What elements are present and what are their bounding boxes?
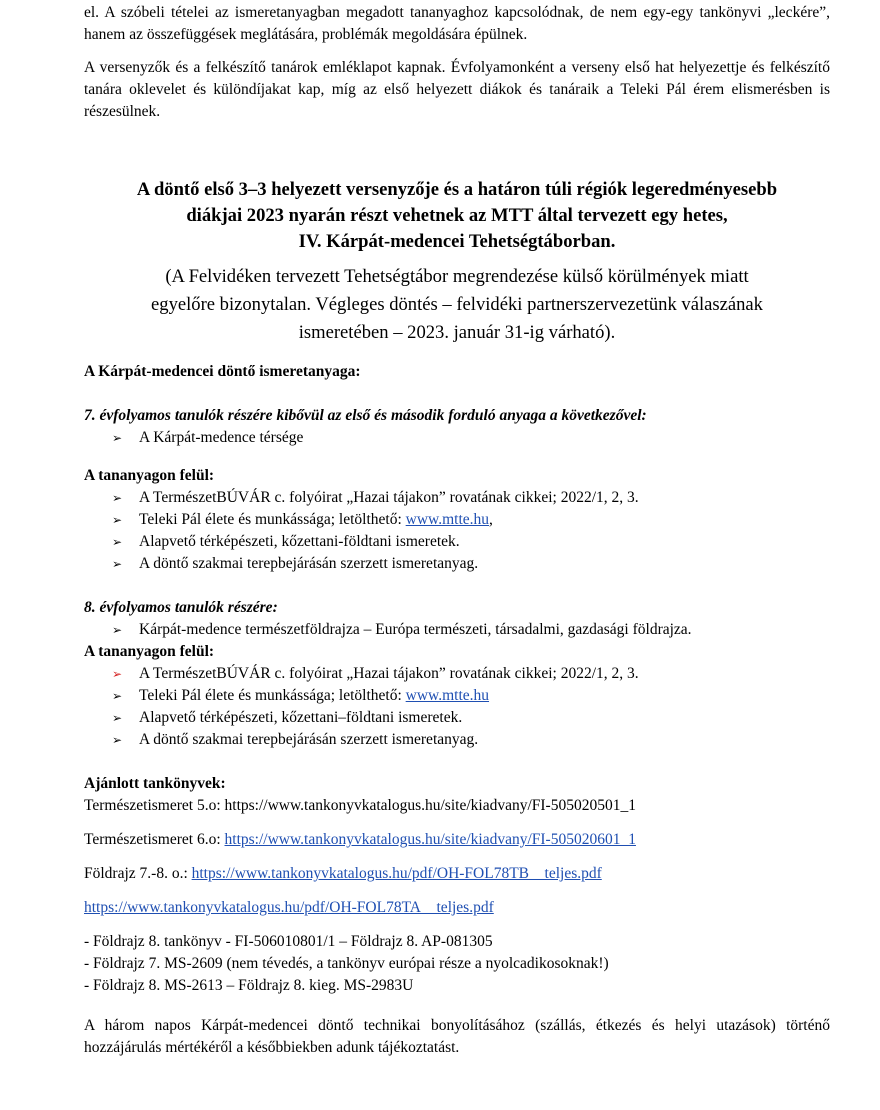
arrowhead-bullet-icon: ➢ — [112, 557, 123, 571]
list-item-text: A Kárpát-medence térsége — [139, 429, 304, 446]
textbook-line-2 — [84, 829, 830, 851]
textbook-dash-3: - Földrajz 8. MS-2613 – Földrajz 8. kieg. MS-2983U — [84, 977, 414, 994]
grade8-heading: 8. évfolyamos tanulók részére: — [84, 599, 278, 616]
list-item — [84, 487, 830, 509]
grade7-beyond-list — [84, 487, 830, 575]
list-item-text: Kárpát-medence természetföldrajza – Európa természeti, társadalmi, gazdasági földrajza. — [139, 621, 692, 638]
list-item — [84, 663, 830, 685]
camp-note-line-3: ismeretében – 2023. január 31-ig várható). — [298, 322, 616, 343]
list-item — [84, 553, 830, 575]
mtte-link[interactable]: www.mtte.hu — [405, 511, 490, 528]
arrowhead-bullet-icon: ➢ — [112, 513, 123, 527]
document-body — [84, 2, 830, 1059]
camp-note-line-2: egyelőre bizonytalan. Végleges döntés – felvidéki partnerszervezetünk válaszának — [151, 294, 763, 315]
camp-note — [84, 263, 830, 347]
list-item-text: A döntő szakmai terepbejárásán szerzett ismeretanyag. — [139, 555, 479, 572]
arrowhead-bullet-icon: ➢ — [112, 431, 123, 445]
textbook-line-4 — [84, 897, 830, 919]
camp-headline — [84, 177, 830, 255]
textbook-dash-2: - Földrajz 7. MS-2609 (nem tévedés, a tankönyv európai része a nyolcadikosoknak!) — [84, 955, 609, 972]
closing-paragraph: A három napos Kárpát-medencei döntő technikai bonyolításához (szállás, étkezés és helyi utazások) történő hozzájárulás mértékéről a későbbiekben adunk tájékoztatást. — [84, 1017, 830, 1056]
textbooks-title: Ajánlott tankönyvek: — [84, 775, 226, 792]
camp-headline-line-2: diákjai 2023 nyarán részt vehetnek az MTT által tervezett egy hetes, — [186, 205, 728, 226]
arrowhead-bullet-icon: ➢ — [112, 711, 123, 725]
intro-paragraph-1: el. A szóbeli tételei az ismeretanyagban megadott tananyaghoz kapcsolódnak, de nem egy-egy tankönyvi „leckére”, hanem az összefüggések meglátására, problémák megoldására épülnek. — [84, 4, 830, 43]
list-item-text: Teleki Pál élete és munkássága; letölthető: — [139, 687, 406, 704]
mtte-link[interactable]: www.mtte.hu — [405, 687, 490, 704]
grade7-heading: 7. évfolyamos tanulók részére kibővül az első és második forduló anyaga a következővel: — [84, 407, 647, 424]
list-item — [84, 729, 830, 751]
list-item — [84, 685, 830, 707]
list-item-text: Alapvető térképészeti, kőzettani-földtani ismeretek. — [139, 533, 460, 550]
section-title: A Kárpát-medencei döntő ismeretanyaga: — [84, 363, 361, 380]
textbook-link[interactable]: https://www.tankonyvkatalogus.hu/pdf/OH-FOL78TA__teljes.pdf — [84, 899, 494, 916]
arrowhead-bullet-icon: ➢ — [112, 535, 123, 549]
arrowhead-bullet-icon: ➢ — [112, 667, 123, 681]
list-item — [84, 509, 830, 531]
list-item — [84, 427, 830, 449]
camp-headline-line-1: A döntő első 3–3 helyezett versenyzője és a határon túli régiók legeredményesebb — [136, 179, 778, 200]
arrowhead-bullet-icon: ➢ — [112, 623, 123, 637]
grade7-beyond-label: A tananyagon felül: — [84, 467, 215, 484]
grade7-list — [84, 427, 830, 449]
list-item-text: A döntő szakmai terepbejárásán szerzett ismeretanyag. — [139, 731, 479, 748]
list-item-suffix: , — [489, 511, 493, 528]
arrowhead-bullet-icon: ➢ — [112, 689, 123, 703]
intro-paragraph-2: A versenyzők és a felkészítő tanárok emléklapot kapnak. Évfolyamonként a verseny első hat helyezettje és felkészítő tanára oklevelet és különdíjakat kap, míg az első helyezett diákok és tanáraik a Teleki Pál érem elismerésben is részesülnek. — [84, 59, 830, 120]
camp-note-line-1: (A Felvidéken tervezett Tehetségtábor megrendezése külső körülmények miatt — [165, 266, 749, 287]
list-item-text: Alapvető térképészeti, kőzettani–földtani ismeretek. — [139, 709, 463, 726]
textbook-line-1 — [84, 795, 830, 817]
camp-headline-line-3: IV. Kárpát-medencei Tehetségtáborban. — [298, 231, 616, 252]
grade8-beyond-label: A tananyagon felül: — [84, 643, 215, 660]
textbook-dash-1: - Földrajz 8. tankönyv - FI-506010801/1 – Földrajz 8. AP-081305 — [84, 933, 493, 950]
grade8-beyond-list — [84, 663, 830, 751]
list-item — [84, 531, 830, 553]
textbook-label: Természetismeret 5.o: — [84, 797, 225, 814]
list-item — [84, 707, 830, 729]
list-item-text: A TermészetBÚVÁR c. folyóirat „Hazai tájakon” rovatának cikkei; 2022/1, 2, 3. — [139, 489, 639, 506]
arrowhead-bullet-icon: ➢ — [112, 733, 123, 747]
textbook-label: Földrajz 7.-8. o.: — [84, 865, 192, 882]
textbook-line-3 — [84, 863, 830, 885]
list-item — [84, 619, 830, 641]
list-item-text: A TermészetBÚVÁR c. folyóirat „Hazai tájakon” rovatának cikkei; 2022/1, 2, 3. — [139, 665, 639, 682]
textbook-url-plain: https://www.tankonyvkatalogus.hu/site/kiadvany/FI-505020501_1 — [224, 797, 636, 814]
textbook-label: Természetismeret 6.o: — [84, 831, 225, 848]
textbook-link[interactable]: https://www.tankonyvkatalogus.hu/pdf/OH-FOL78TB__teljes.pdf — [191, 865, 602, 882]
textbook-link[interactable]: https://www.tankonyvkatalogus.hu/site/kiadvany/FI-505020601_1 — [224, 831, 636, 848]
grade8-list — [84, 619, 830, 641]
list-item-text: Teleki Pál élete és munkássága; letölthető: — [139, 511, 406, 528]
arrowhead-bullet-icon: ➢ — [112, 491, 123, 505]
